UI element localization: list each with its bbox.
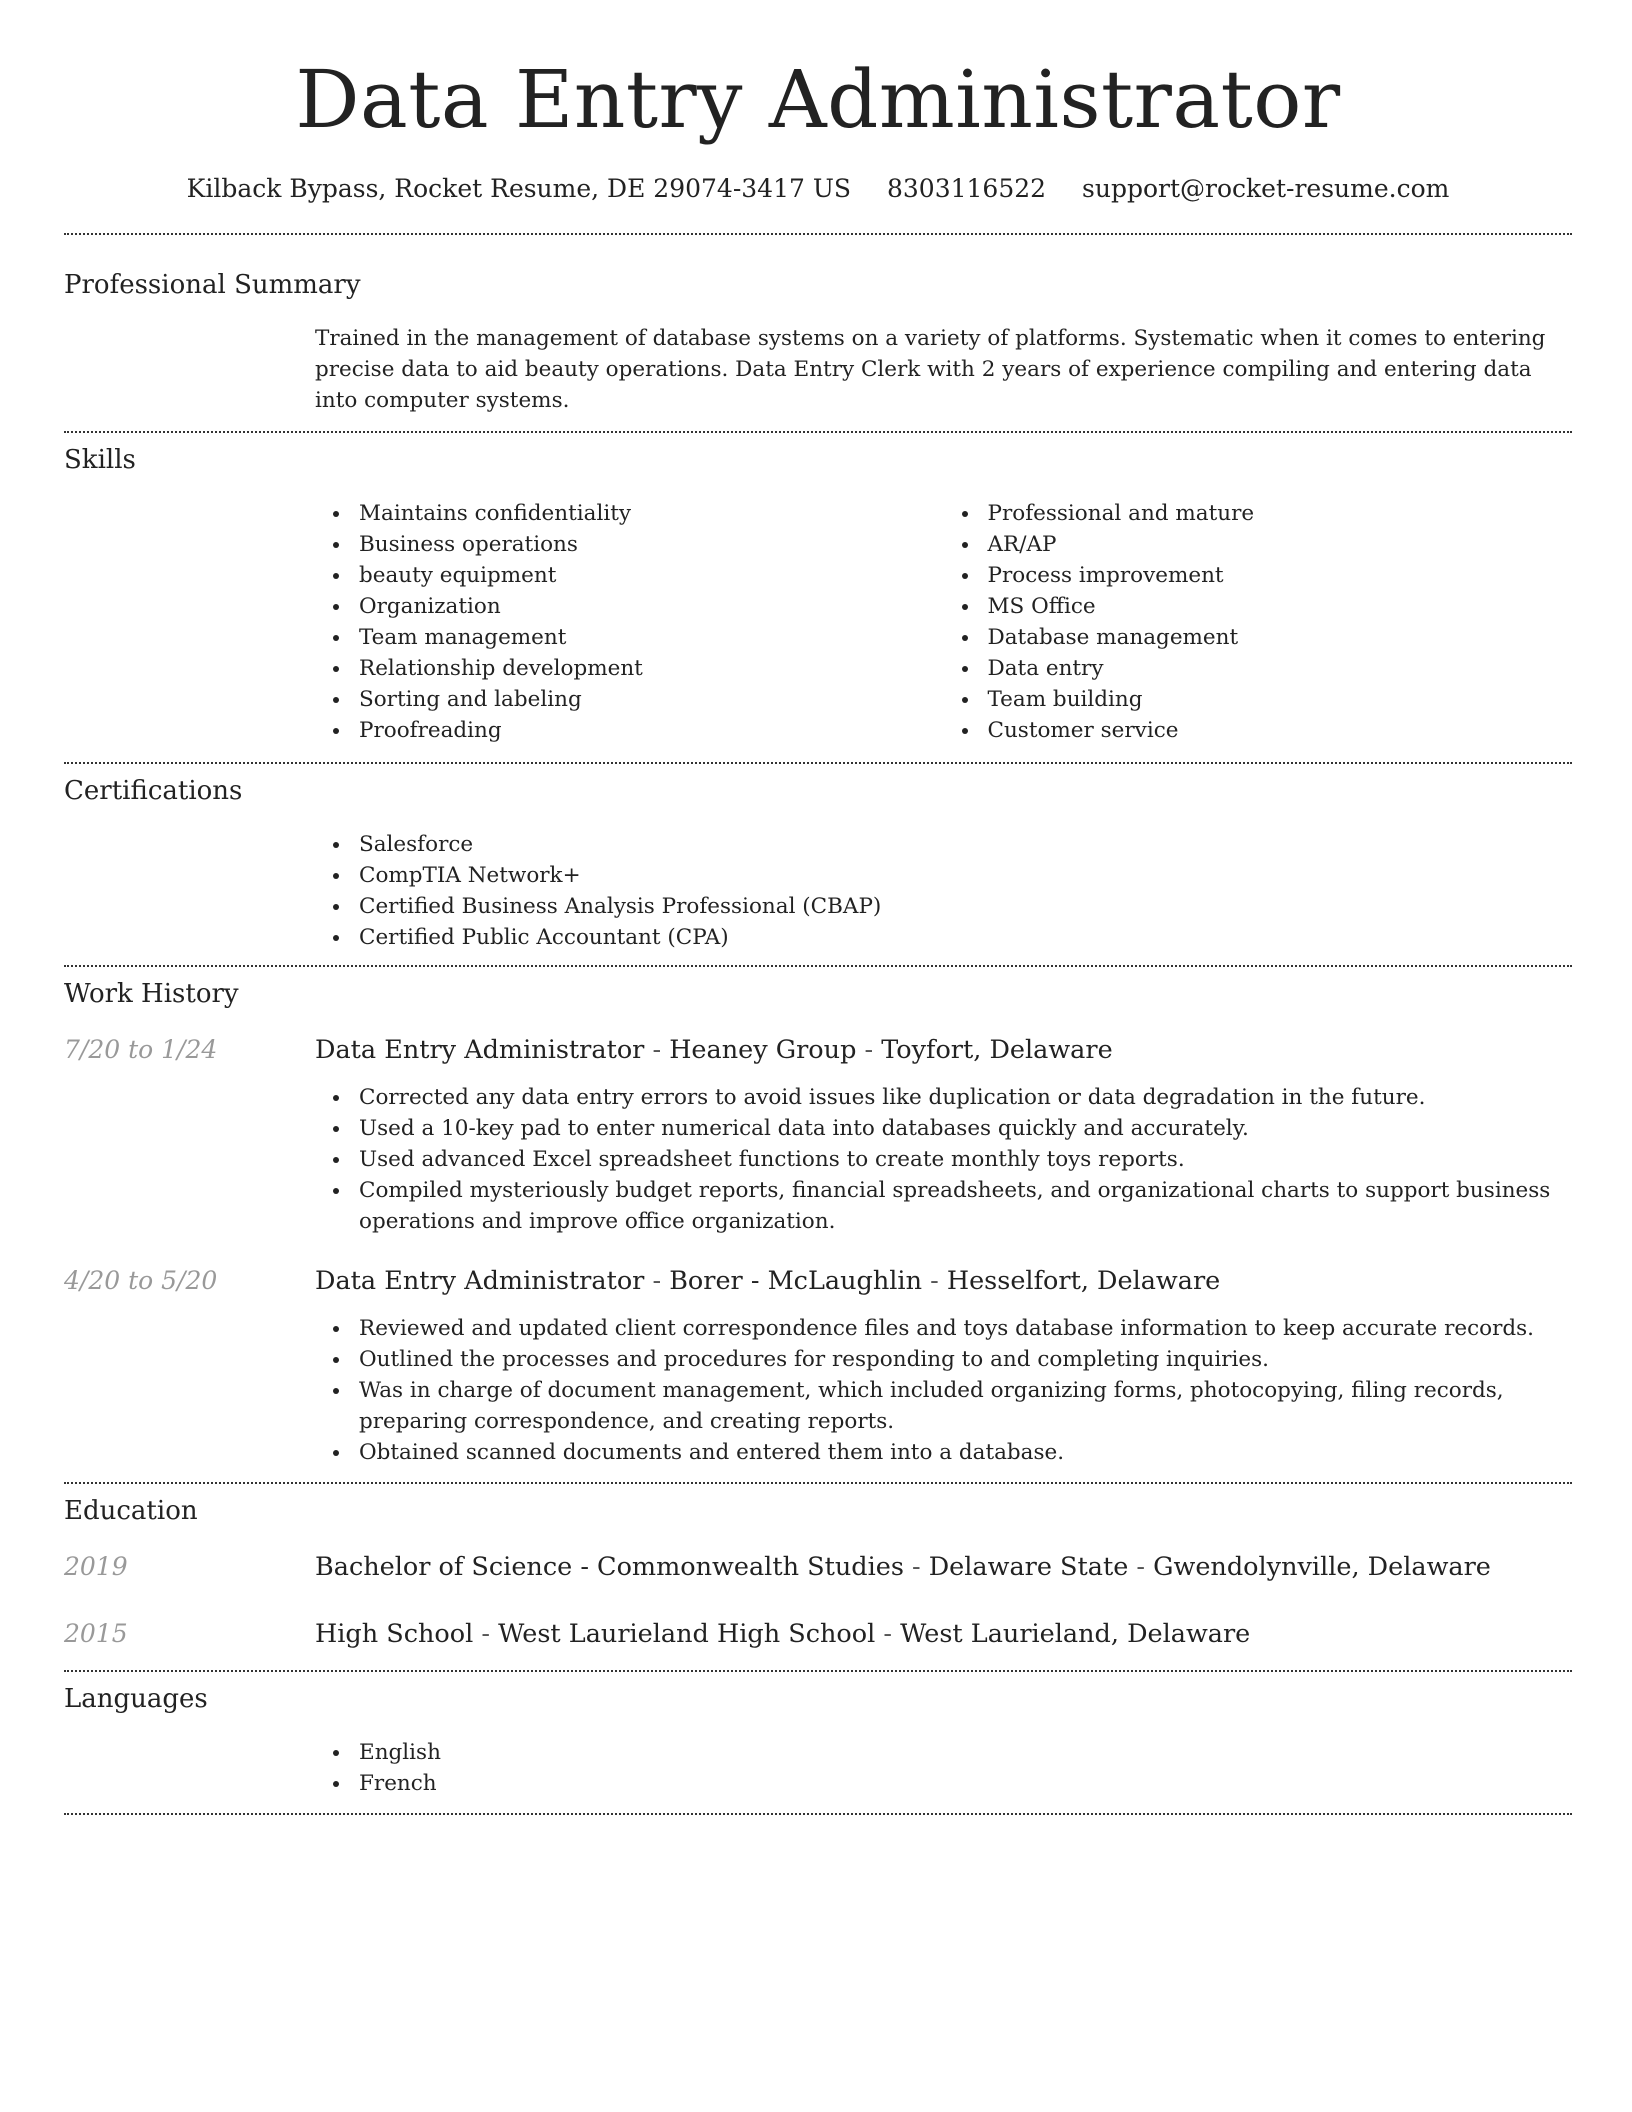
language-item: French	[359, 1768, 1572, 1799]
job-bullets	[315, 1082, 1572, 1237]
separator: -	[1128, 1552, 1154, 1582]
skill-item: Data entry	[988, 653, 1573, 684]
job-location: Hesselfort, Delaware	[946, 1266, 1221, 1296]
education-location: West Laurieland, Delaware	[900, 1619, 1251, 1649]
skill-item: Proofreading	[359, 715, 944, 746]
education-year: 2015	[64, 1619, 128, 1648]
job-role: Data Entry Administrator	[315, 1035, 645, 1065]
education-section	[64, 1484, 1572, 1650]
languages-list	[315, 1737, 1572, 1799]
separator: -	[473, 1619, 499, 1649]
skills-section	[64, 433, 1572, 746]
certifications-section	[64, 764, 1572, 953]
section-title-skills: Skills	[64, 445, 136, 475]
education-entry	[64, 1618, 1572, 1650]
certifications-list	[315, 829, 1572, 953]
language-item: English	[359, 1737, 1572, 1768]
job-bullets-wrap	[315, 1313, 1572, 1468]
job-bullet: Was in charge of document management, which included organizing forms, photocopying, filing records, preparing correspondence, and creating reports.	[359, 1375, 1572, 1437]
contact-phone: 8303116522	[887, 174, 1047, 203]
certification-item: CompTIA Network+	[359, 860, 1572, 891]
separator: -	[922, 1266, 947, 1296]
job-heading	[64, 1265, 1572, 1297]
certification-item: Certified Business Analysis Professional (CBAP)	[359, 891, 1572, 922]
job-entry	[64, 1034, 1572, 1237]
job-company: Heaney Group	[669, 1035, 857, 1065]
skill-item: Maintains confidentiality	[359, 498, 944, 529]
education-year: 2019	[64, 1552, 128, 1581]
job-location: Toyfort, Delaware	[881, 1035, 1113, 1065]
skill-item: Relationship development	[359, 653, 944, 684]
skill-item: MS Office	[988, 591, 1573, 622]
job-date: 4/20 to 5/20	[64, 1266, 218, 1295]
education-entry	[64, 1551, 1572, 1583]
skill-item: Professional and mature	[988, 498, 1573, 529]
skills-column-2	[944, 498, 1573, 746]
job-bullets	[315, 1313, 1572, 1468]
skill-item: Team building	[988, 684, 1573, 715]
education-title	[315, 1618, 1250, 1650]
certification-item: Certified Public Accountant (CPA)	[359, 922, 1572, 953]
contact-address: Kilback Bypass, Rocket Resume, DE 29074-3417 US	[186, 174, 852, 203]
job-date: 7/20 to 1/24	[64, 1035, 218, 1064]
summary-text: Trained in the management of database systems on a variety of platforms. Systematic when it comes to entering precise data to aid beauty operations. Data Entry Clerk with 2 years of experience compiling and entering data into computer systems.	[315, 326, 1546, 413]
education-location: Gwendolynville, Delaware	[1153, 1552, 1491, 1582]
separator: -	[903, 1552, 929, 1582]
section-divider	[64, 1813, 1572, 1815]
job-heading	[64, 1034, 1572, 1066]
candidate-name: Data Entry Administrator	[295, 53, 1341, 146]
certifications-list-wrap	[315, 829, 1572, 953]
skill-item: Sorting and labeling	[359, 684, 944, 715]
job-bullet: Compiled mysteriously budget reports, financial spreadsheets, and organizational charts to support business operations and improve office organization.	[359, 1175, 1572, 1237]
skill-item: AR/AP	[988, 529, 1573, 560]
resume-page	[64, 0, 1572, 1815]
job-bullet: Used a 10-key pad to enter numerical data into databases quickly and accurately.	[359, 1113, 1572, 1144]
education-degree: High School	[315, 1619, 474, 1649]
section-title-education: Education	[64, 1496, 198, 1526]
education-school: West Laurieland High School	[498, 1619, 876, 1649]
skill-item: Process improvement	[988, 560, 1573, 591]
separator: -	[856, 1035, 882, 1065]
job-role: Data Entry Administrator	[315, 1266, 645, 1296]
job-bullet: Corrected any data entry errors to avoid issues like duplication or data degradation in the future.	[359, 1082, 1572, 1113]
skill-item: Business operations	[359, 529, 944, 560]
skill-item: Team management	[359, 622, 944, 653]
job-title	[315, 1034, 1113, 1066]
section-title-summary: Professional Summary	[64, 270, 361, 300]
certification-item: Salesforce	[359, 829, 1572, 860]
summary-section	[64, 235, 1572, 416]
separator: -	[644, 1035, 670, 1065]
education-degree: Bachelor of Science - Commonwealth Studies	[315, 1552, 904, 1582]
job-bullet: Outlined the processes and procedures for responding to and completing inquiries.	[359, 1344, 1572, 1375]
job-bullet: Used advanced Excel spreadsheet functions to create monthly toys reports.	[359, 1144, 1572, 1175]
skills-grid	[315, 498, 1572, 746]
section-title-work: Work History	[64, 979, 239, 1009]
skills-column-1	[315, 498, 944, 746]
education-title	[315, 1551, 1491, 1583]
contact-line	[64, 174, 1572, 204]
skill-item: Customer service	[988, 715, 1573, 746]
job-title	[315, 1265, 1220, 1297]
separator: -	[875, 1619, 901, 1649]
job-bullets-wrap	[315, 1082, 1572, 1237]
skill-item: Organization	[359, 591, 944, 622]
job-bullet: Reviewed and updated client correspondence files and toys database information to keep accurate records.	[359, 1313, 1572, 1344]
skill-item: Database management	[988, 622, 1573, 653]
section-title-certifications: Certifications	[64, 776, 243, 806]
contact-email: support@rocket-resume.com	[1082, 174, 1450, 203]
education-school: Delaware State	[928, 1552, 1129, 1582]
work-section	[64, 967, 1572, 1468]
resume-header	[64, 0, 1572, 204]
languages-section	[64, 1672, 1572, 1799]
skill-item: beauty equipment	[359, 560, 944, 591]
section-title-languages: Languages	[64, 1684, 208, 1714]
job-company: Borer - McLaughlin	[669, 1266, 923, 1296]
job-entry	[64, 1265, 1572, 1468]
languages-list-wrap	[315, 1737, 1572, 1799]
separator: -	[644, 1266, 670, 1296]
job-bullet: Obtained scanned documents and entered them into a database.	[359, 1437, 1572, 1468]
